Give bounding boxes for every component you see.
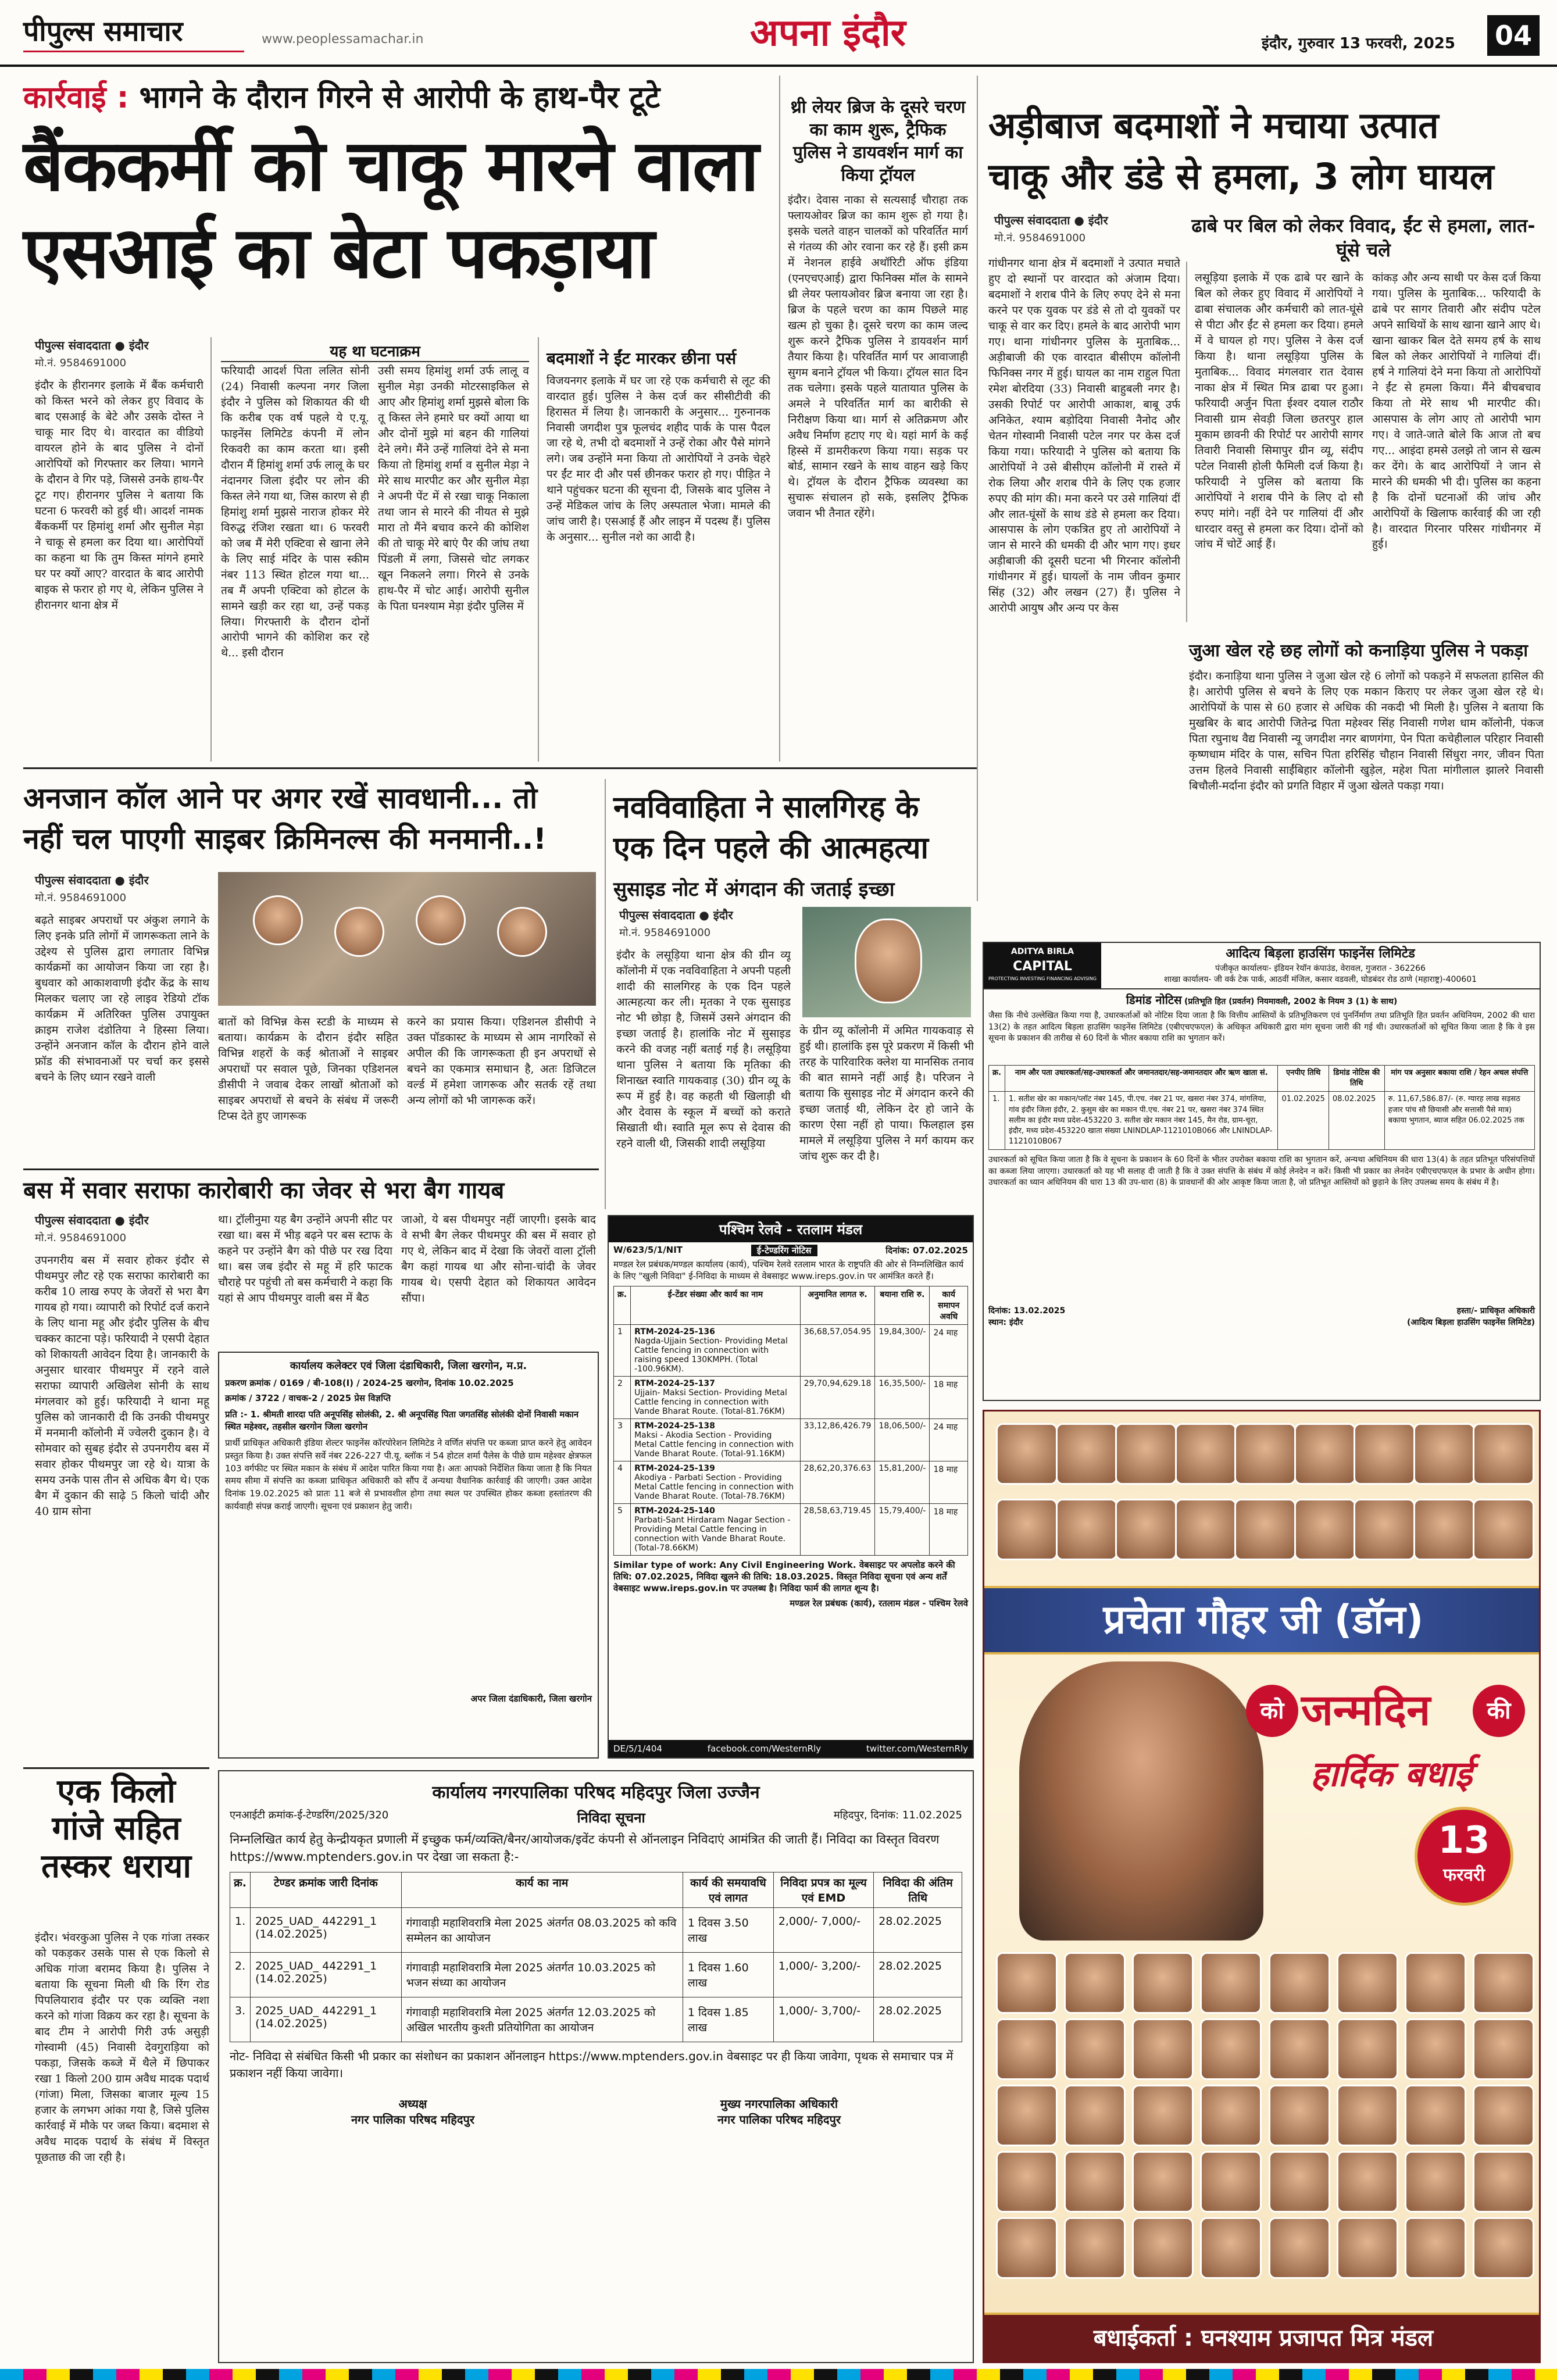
tender-header: कार्यालय नगरपालिका परिषद महिदपुर जिला उज्जैन	[432, 1782, 760, 1803]
supporter-photo	[1234, 1423, 1296, 1485]
person-photo	[253, 895, 303, 945]
supporter-photo	[1064, 2217, 1126, 2279]
table-header-cell: डिमांड नोटिस की तिथि	[1329, 1065, 1384, 1091]
supporter-photo	[1200, 2151, 1262, 2213]
cell-work	[631, 1418, 801, 1461]
subhead-text: यह था घटनाक्रम	[330, 343, 420, 360]
railway-meta	[609, 1242, 973, 1259]
person-photo	[416, 895, 466, 945]
cell-period: 18 माह	[930, 1503, 968, 1555]
supporter-photo	[1200, 2018, 1262, 2080]
ki-badge	[1473, 1685, 1525, 1737]
court-notice	[218, 1352, 599, 1759]
tender-code: RTM-2024-25-136	[634, 1327, 715, 1336]
cell-no: 1.	[230, 1907, 251, 1952]
aditya-footer	[984, 1302, 1540, 1332]
supporter-photo	[1405, 2151, 1466, 2213]
col-divider	[538, 337, 539, 762]
table-header-cell: निविदा की अंतिम तिथि	[874, 1872, 962, 1907]
cell-cost: 29,70,94,629.18	[800, 1376, 875, 1418]
supporter-photo	[1132, 2018, 1194, 2080]
work-description: Maksi - Akodia Section - Providing Metal Cattle fencing in connection with Vande Bharat Route. (Total-91.16KM)	[634, 1430, 794, 1459]
tender-sign-left	[351, 2096, 474, 2127]
ganja-headline: एक किलो गांजे सहित तस्कर धराया	[41, 1773, 191, 1885]
col-divider	[605, 779, 606, 1209]
supporter-photo	[1056, 1499, 1117, 1560]
gang-col2: लसूड़िया इलाके में एक ढाबे पर खाने के बिल को लेकर हुए विवाद में आरोपियों ने ढाबा संचालक और कर्मचारी को लात-घूंसे से पीटा और ईंट से हमला कर दिया। हमले में वे घायल हो गए। पुलिस ने केस दर्ज किया है। थाना लसूड़िया पुलिस के मुताबिक... विवाद मंगलवार रात देवास नाका क्षेत्र में स्थित मित्र ढाबा पर हुआ। फरियादी अर्जुन पिता ईश्वर दयाल राठौर निवासी ग्राम सेवड़ी जिला छतरपुर हाल मुकाम छावनी की रिपोर्ट पर आरोपी सागर तिवारी निवासी सिमापुर ग्रीन व्यू, संदीप पटेल निवासी होली फैमिली दर्ज किया है। फरियादी ने पुलिस को बताया कि आरोपियों ने शराब पीने के लिए दो सौ रुपए मांगे। नहीं देने पर गालियां दीं और धारदार वस्तु से हमला कर दिया। दोनों को जांच में चोटें आई हैं।	[1195, 271, 1363, 551]
railway-ref: W/623/5/1/NIT	[613, 1245, 683, 1255]
railway-note: Similar type of work: Any Civil Engineering Work. वेबसाइट पर अपलोड करने की तिथि: 07.02.2025, निविदा खुलने की तिथि: 18.03.2025. विस्तृत निविदा सूचना एवं अन्य शर्तें वेबसाइट www.ireps.gov.in पर उपलब्ध है। निविदा फार्म की लागत शून्य है।	[613, 1559, 955, 1593]
table-header-cell: क्र.	[614, 1286, 631, 1324]
aditya-title-block	[1101, 943, 1540, 988]
railway-title: ई-टेण्डरिंग नोटिस	[751, 1245, 817, 1256]
aditya-table	[988, 1065, 1535, 1150]
cell-work	[631, 1503, 801, 1555]
lead-col3: उसी समय हिमांशु शर्मा उर्फ लालू व सुनील मेड़ा उनकी मोटरसाइकिल से आए और हिमांशु शर्मा मुझसे बोला कि तू किस्त लेने हमारे घर क्यों आया था और दोनों मुझे मां बहन की गालियां देने लगे। मैंने उन्हें गालियां देने से मना किया तो हिमांशु शर्मा व सुनील मेड़ा ने मेरे साथ मारपीट कर और सुनील मेड़ा ने अपनी पेंट में से रखा चाकू निकाला तथा जान से मारने की नीयत से मुझे मारा तो मैंने बचाव करने की कोशिश की तो चाकू मेरे बाएं पैर की जांघ तथा पिंडली में लगा, जिससे चोट लगकर खून निकलने लगा। गिरने से उनके हाथ-पैर में चोट आई। आरोपी सुनील के पिता घनश्याम मेड़ा इंदौर पुलिस में	[378, 364, 529, 613]
ganja-body: इंदौर। भंवरकुआ पुलिस ने एक गांजा तस्कर को पकड़कर उसके पास से एक किलो से अधिक गांजा बरामद किया है। पुलिस ने बताया कि सूचना मिली थी कि रिंग रोड पिपलियाराव इंदौर पर एक व्यक्ति नशा करने को गांजा विक्रय कर रहा है। सूचना के बाद टीम ने आरोपी गिरी उर्फ असुड़ी गोस्वामी (45) निवासी देवगुराड़िया को पकड़ा, जिसके कब्जे में थैले में छिपाकर रखा 1 किलो 200 ग्राम अवैध मादक पदार्थ (गांजा) मिला, जिसका बाजार मूल्य 15 हजार के लगभग आंका गया है, जिसे पुलिस कार्रवाई में मौके पर जब्त किया। बदमाश से अवैध मादक पदार्थ के संबंध में विस्तृत पूछताछ की जा रही है।	[35, 1931, 209, 2164]
table-header-cell: मांग पत्र अनुसार बकाया राशि / रेहन अचल संपत्ति	[1384, 1065, 1534, 1091]
table-header-cell: अनुमानित लागत रु.	[800, 1286, 875, 1324]
railway-fb: facebook.com/WesternRly	[707, 1743, 822, 1754]
cell-last: 28.02.2025	[874, 1997, 962, 2042]
cyber-headline-2: नहीं चल पाएगी साइबर क्रिमिनल्स की मनमानी..!	[23, 822, 547, 856]
supporter-photo	[1413, 1423, 1475, 1485]
cell-no: 1	[614, 1324, 631, 1376]
table-row	[230, 1907, 962, 1952]
cell-period: 18 माह	[930, 1376, 968, 1418]
cyber-headline-1: अनजान कॉल आने पर अगर रखें सावधानी... तो	[23, 781, 538, 815]
side-brief-title: बदमाशों ने ईंट मारकर छीना पर्स	[547, 349, 737, 368]
cell-emd: 18,06,500/-	[875, 1418, 930, 1461]
side-brief-body: विजयनगर इलाके में घर जा रहे एक कर्मचारी से लूट की वारदात हुई। पुलिस ने केस दर्ज कर सीसीटीवी की हिरासत में लिया है। जानकारी के अनुसार... गुरुनानक निवासी जगदीश पुत्र फूलचंद शहीद पार्क के पास पैदल जा रहे थे, तभी दो बदमाशों ने उन्हें रोका और पैसे मांगने लगे। जब उन्होंने मना किया तो आरोपियों ने उनके चेहरे पर ईंट मार दी और पर्स छीनकर फरार हो गए। पीड़ित ने थाने पहुंचकर घटना की सूचना दी, जिसके बाद पुलिस ने उन्हें मेडिकल जांच के लिए अस्पताल भेजा। मामले की जांच जारी है। एसआई हैं और लाइन में पदस्थ हैं। पुलिस के अनुसार... सुनील नशे का आदी है।	[547, 374, 770, 544]
tender-ref: एनआईटी क्रमांक-ई-टेण्डरिंग/2025/320	[230, 1809, 389, 1821]
supporter-photo	[1294, 1499, 1356, 1560]
bus-col3: जाओ, ये बस पीथमपुर नहीं जाएगी। इसके बाद वे सभी बैग लेकर पीथमपुर की बस में सवार हो गए थे, लेकिन बाद में देखा कि जेवरों वाला ट्रॉली बैग कहां गायब था और सोना-चांदी के जेवर गायब थे। एसपी देहात को शिकायत आवेदन सौंपा।	[401, 1213, 596, 1305]
cell-emd: 15,79,400/-	[875, 1503, 930, 1555]
supporter-photo	[1132, 1952, 1194, 2014]
supporter-photo	[1175, 1423, 1237, 1485]
cyber-byline: पीपुल्स संवाददाता ● इंदौर	[35, 873, 149, 887]
side-brief	[547, 349, 770, 756]
paper-logo	[23, 12, 244, 52]
traffic-story	[788, 96, 968, 759]
sign-title: हस्ता/- प्राधिकृत अधिकारी	[1456, 1306, 1535, 1316]
railway-tw: twitter.com/WesternRly	[866, 1743, 968, 1754]
railway-intro: मण्डल रेल प्रबंधक/मण्डल कार्यालय (कार्य), पश्चिम रेलवे रतलाम भारत के राष्ट्रपति की ओर से निम्नलिखित कार्य के लिए "खुली निविदा" ई-निविदा के माध्यम से वेबसाइट www.ireps.gov.in पर आमंत्रित करते हैं।	[613, 1259, 964, 1282]
tender-date: महिदपुर, दिनांक: 11.02.2025	[833, 1809, 962, 1821]
person-photo	[334, 907, 384, 957]
cell-no: 2.	[230, 1952, 251, 1997]
col-divider	[779, 76, 780, 762]
cell-period: 18 माह	[930, 1461, 968, 1503]
ki-text: की	[1487, 1698, 1511, 1724]
aditya-table-wrap	[984, 1063, 1540, 1152]
cell-npa: 01.02.2025	[1278, 1092, 1329, 1150]
railway-footer	[609, 1740, 973, 1757]
supporter-photo	[1337, 2018, 1398, 2080]
court-header: कार्यालय कलेक्टर एवं जिला दंडाधिकारी, जिला खरगोन, म.प्र.	[290, 1360, 527, 1372]
table-row	[230, 1997, 962, 2042]
supporter-photo	[996, 2018, 1058, 2080]
supporter-photo	[1473, 1952, 1534, 2014]
supporter-photo	[1405, 2018, 1466, 2080]
work-description: Ujjain- Maksi Section- Providing Metal Cattle fencing in connection with Vande Bharat Route. (Total-81.76KM)	[634, 1388, 787, 1416]
table-header-cell: नाम और पता उधारकर्ता/सह-उधारकर्ता और जमानतदार/सह-जमानतदार और ऋण खाता सं.	[1005, 1065, 1278, 1091]
cyber-mobile: मो.नं. 9584691000	[35, 892, 127, 904]
col-divider	[210, 337, 212, 762]
cell-emd: 19,84,300/-	[875, 1324, 930, 1376]
sign-title: अध्यक्ष	[398, 2096, 427, 2111]
tender-code: RTM-2024-25-139	[634, 1463, 715, 1473]
table-header-cell: कार्य की समयावधि एवं लागत	[683, 1872, 773, 1907]
ko-badge	[1246, 1685, 1298, 1737]
cell-tender: 2025_UAD_ 442291_1 (14.02.2025)	[251, 1997, 401, 2042]
lead-kicker	[23, 76, 773, 122]
suicide-headline-1: नवविवाहिता ने सालगिरह के	[613, 790, 919, 825]
col-divider	[1186, 262, 1187, 622]
cell-emd: 16,35,500/-	[875, 1376, 930, 1418]
logo-line-1: ADITYA BIRLA	[1010, 947, 1074, 956]
supporter-photo	[1056, 1423, 1117, 1485]
table-row	[614, 1503, 968, 1555]
suicide-col1: इंदौर के लसूड़िया थाना क्षेत्र की ग्रीन व्यू कॉलोनी में एक नवविवाहिता ने अपनी पहली शादी की सालगिरह के एक दिन पहले आत्महत्या कर ली। मृतका ने एक सुसाइड नोट भी छोड़ा है, जिसमें उसने अंगदान की इच्छा जताई है। हालांकि नोट में सुसाइड करने की वजह नहीं बताई गई है। लसूड़िया थाना पुलिस ने बताया कि मृतिका की शिनाख्त स्वाति गायकवाड़ (30) ग्रीन व्यू के रूप में हुई है। वह कहती थी खिलाड़ी थी और देवास के स्कूल में बच्चों को कराते सिखाती थी। स्वाति मूल रूप से देवास की रहने वाली थी, जिसकी शादी लसूड़िया	[616, 949, 791, 1150]
tender-code: RTM-2024-25-137	[634, 1378, 715, 1388]
bus-col1: उपनगरीय बस में सवार होकर इंदौर से पीथमपुर लौट रहे एक सराफा कारोबारी का करीब 10 लाख रुपए के जेवरों से भरा बैग गायब हो गया। व्यापारी को रिपोर्ट दर्ज कराने के लिए थाना महू और इंदौर पुलिस के बीच चक्कर काटना पड़े। फरियादी ने एसपी देहात को शिकायती आवेदन दिया है। जानकारी के अनुसार धारवार पीथमपुर में रहने वाले सराफा व्यापारी अखिलेश सोनी के साथ मंगलवार को हुई। फरियादी ने थाना महू पुलिस को जानकारी दी कि उनकी पीथमपुर में मनमानी कॉलोनी में ज्वेलरी दुकान है। वे सोमवार को सुबह इंदौर से उपनगरीय बस में सवार होकर पीथमपुर जा रहे थे। यात्रा के समय उनके पास तीन से अधिक बैग थे। एक बैग में दुकान की साढ़े 5 किलो चांदी और 40 ग्राम सोना	[35, 1254, 209, 1518]
railway-header: पश्चिम रेलवे - रतलाम मंडल	[609, 1216, 973, 1242]
aditya-header	[984, 943, 1540, 989]
main-portrait	[1019, 1661, 1263, 1941]
date-badge	[1415, 1807, 1513, 1906]
gang-deck: ढाबे पर बिल को लेकर विवाद, ईंट से हमला, लात-घूंसे चले	[1191, 215, 1535, 261]
aditya-branch: शाखा कार्यालय- जी वर्क टेक पार्क, आठवीं मंजिल, कसार वडवली, घोडबंदर रोड ठाणे (महाराष्ट्र)-400601	[1163, 975, 1477, 985]
court-case: प्रकरण क्रमांक / 0169 / बी-108(I) / 2024-25 खरगोन, दिनांक 10.02.2025	[225, 1378, 514, 1389]
gang-mobile: मो.नं. 9584691000	[994, 232, 1086, 244]
supporter-photo	[1064, 2018, 1126, 2080]
cell-time: 1 दिवस 1.60 लाख	[683, 1952, 773, 1997]
table-row	[614, 1418, 968, 1461]
supporter-photo	[996, 1499, 1058, 1560]
aditya-date: दिनांक: 13.02.2025	[988, 1306, 1066, 1316]
birthday-footer	[984, 2313, 1541, 2361]
supporter-photo	[1200, 1952, 1262, 2014]
supporter-photo	[1473, 2217, 1534, 2279]
masthead	[0, 0, 1557, 67]
court-body: प्रार्थी प्राधिकृत अधिकारी इंडिया शेल्टर फाइनेंस कॉरपोरेशन लिमिटेड ने वर्णित संपत्ति पर कब्जा प्राप्त करने हेतु आवेदन प्रस्तुत किया है। उक्त संपत्ति सर्वे नंबर 226-227 पी.यू. ब्लॉक नं 54 होटल शर्मा पैलेस के पीछे ग्राम महेश्वर क्षेत्रफल 103 वर्गफीट पर स्थित मकान के संबंध में आदेश पारित किया गया है। अतः आपको निर्देशित किया जाता है कि नियत समय सीमा में संपत्ति का कब्जा प्राधिकृत अधिकारी को सौंप दें अन्यथा वैधानिक कार्रवाई की जाएगी। उक्त आदेश दिनांक 19.02.2025 को प्रातः 11 बजे से प्रभावशील होगा तथा स्थल पर उपस्थित होकर कब्जा हस्तांतरण की कार्यवाही संपन्न कराई जाएगी। सूचना एवं प्रकाशन हेतु जारी।	[225, 1438, 592, 1511]
demand-notice-sub: (प्रतिभूति हित (प्रवर्तन) नियमावली, 2002 के नियम 3 (1) के साथ)	[1184, 996, 1398, 1006]
suicide-deck: सुसाइड नोट में अंगदान की जताई इच्छा	[613, 878, 895, 901]
cell-tender: 2025_UAD_ 442291_1 (14.02.2025)	[251, 1952, 401, 1997]
supporter-photo	[1473, 2151, 1534, 2213]
aditya-table-header	[989, 1065, 1535, 1091]
supporter-photo	[1337, 1952, 1398, 2014]
cell-period: 24 माह	[930, 1324, 968, 1376]
cyber-col3: करने का प्रयास किया। एडिशनल डीसीपी ने उक्त पॉडकास्ट के माध्यम से आम नागरिकों से अपील की कि जागरूकता ही इन अपराधों से बचने का एकमात्र समाधान है, अतः डिजिटल वर्ल्ड में हमेशा जागरूक और सतर्क रहें तथा अन्य लोगों को भी जागरूक करें।	[407, 1016, 596, 1107]
supporter-photo	[1354, 1499, 1415, 1560]
table-row	[614, 1324, 968, 1376]
colour-registration-strip	[0, 2369, 1557, 2380]
person-photo	[497, 907, 547, 957]
supporter-photo	[1269, 2151, 1330, 2213]
table-header-cell: निविदा प्रपत्र का मूल्य एवं EMD	[773, 1872, 873, 1907]
suicide-mobile: मो.नं. 9584691000	[619, 927, 711, 939]
table-row	[614, 1376, 968, 1418]
janm-label: जन्मदिन	[1301, 1685, 1431, 1735]
table-header-cell: क्र.	[989, 1065, 1005, 1091]
suicide-photo	[802, 907, 971, 1017]
supporter-photo	[996, 2151, 1058, 2213]
table-header-cell: बयाना राशि रु.	[875, 1286, 930, 1324]
supporter-photos-top-2	[996, 1499, 1531, 1568]
cell-no: 3.	[230, 1997, 251, 2042]
birthday-name-banner	[984, 1586, 1541, 1654]
court-sign: अपर जिला दंडाधिकारी, जिला खरगोन	[470, 1693, 592, 1704]
cell-emd: 1,000/- 3,200/-	[773, 1952, 873, 1997]
supporter-photo	[1115, 1499, 1177, 1560]
section-divider	[23, 1767, 209, 1769]
supporter-photo	[1473, 1423, 1534, 1485]
supporter-photo	[1115, 1423, 1177, 1485]
supporter-photo	[996, 2217, 1058, 2279]
aditya-notice-title	[984, 989, 1540, 1010]
supporter-photo	[1269, 2217, 1330, 2279]
railway-notice	[608, 1215, 974, 1759]
tender-notice	[218, 1770, 974, 2363]
supporter-photo	[1064, 1952, 1126, 2014]
demand-notice: डिमांड नोटिस	[1126, 992, 1182, 1007]
supporter-photo	[1132, 2151, 1194, 2213]
aditya-date-place	[988, 1306, 1065, 1328]
ko-text: को	[1260, 1698, 1284, 1724]
cell-work: गंगावाड़ी महाशिवरात्रि मेला 2025 अंतर्गत 12.03.2025 को अखिल भारतीय कुश्ती प्रतियोगिता का आयोजन	[401, 1997, 683, 2042]
gambling-title: जुआ खेल रहे छह लोगों को कनाड़िया पुलिस ने पकड़ा	[1189, 641, 1528, 661]
bus-col2: था। ट्रॉलीनुमा यह बैग उन्होंने अपनी सीट पर रखा था। बस में भीड़ बढ़ने पर बस स्टाफ के कहने पर उन्होंने बैग को पीछे पर रख दिया था। बस जब इंदौर से महू में हरि फाटक चौराहे पर पहुंची तो बस कर्मचारी ने कहा कि यहां से आप पीथमपुर वाली बस में बैठ	[218, 1213, 392, 1305]
wishes-text: हार्दिक बधाई	[1310, 1754, 1472, 1795]
aditya-place: स्थान: इंदौर	[988, 1317, 1023, 1327]
cyber-photo	[218, 872, 596, 1006]
supporter-photo	[1473, 1499, 1534, 1560]
suicide-headline-2: एक दिन पहले की आत्महत्या	[613, 831, 929, 866]
cell-work: गंगावाड़ी महाशिवरात्रि मेला 2025 अंतर्गत 08.03.2025 को कवि सम्मेलन का आयोजन	[401, 1907, 683, 1952]
supporter-photo	[1337, 2217, 1398, 2279]
traffic-title: थ्री लेयर ब्रिज के दूसरे चरण का काम शुरू, ट्रैफिक पुलिस ने डायवर्शन मार्ग का किया ट्रॉयल	[790, 97, 966, 185]
aditya-body: जैसा कि नीचे उल्लेखित किया गया है, उधारकर्ताओं को नोटिस दिया जाता है कि वित्तीय आस्तियों के प्रतिभूतिकरण एवं पुनर्निर्माण तथा प्रतिभूति हित प्रवर्तन अधिनियम, 2002 की धारा 13(2) के तहत आदित्य बिड़ला हाउसिंग फाइनेंस लिमिटेड (एबीएचएफएल) के अधिकृत अधिकारी द्वारा मांग सूचना जारी की गई थी। उधारकर्ताओं को सूचित किया जाता है कि वे इस सूचना के प्रकाशन की तारीख से 60 दिनों के भीतर बकाया राशि का भुगतान करें।	[988, 1010, 1535, 1044]
gang-headline-2: चाकू और डंडे से हमला, 3 लोग घायल	[988, 155, 1494, 198]
lead-col2: फरियादी आदर्श पिता ललित सोनी (24) निवासी कल्पना नगर जिला इंदौर ने पुलिस को शिकायत की थी कि करीब एक वर्ष पहले ये ए.यू. फाइनेंस लिमिटेड कंपनी में लोन रिकवरी का काम करता था। इसी दौरान मैं हिमांशु शर्मा उर्फ लालू के घर नंदानगर जिला इंदौर पर लोन की किस्त लेने गया था, जिस कारण से ही हिमांशु शर्मा मुझसे नाराज होकर मेरे विरुद्ध रंजिश रखता था। 6 फरवरी को जब मैं मेरी एक्टिवा से खाना लेने के लिए साई मंदिर के पास स्कीम नंबर 113 स्थित होटल गया था... तब मैं अपनी एक्टिवा को होटल के सामने खड़ी कर रहा था, उन्हें पकड़ लिया। गिरफ्तारी के दौरान दोनों आरोपी भागने की कोशिश कर रहे थे... इसी दौरान	[221, 364, 369, 660]
traffic-body: इंदौर। देवास नाका से सत्यसाईं चौराहा तक फ्लायओवर ब्रिज का काम शुरू हो गया है। इसके चलते वाहन चालकों को परिवर्तित मार्ग से गंतव्य की ओर रवाना कर रहे हैं। इसी क्रम में नेशनल हाईवे अथॉरिटी ऑफ इंडिया (एनएचएआई) द्वारा फिनिक्स मॉल के सामने थ्री लेयर फ्लायओवर ब्रिज बनाया जा रहा है। ब्रिज के पहले चरण का काम पिछले माह खत्म हो चुका है। दूसरे चरण का काम जल्द शुरू करने ट्रैफिक पुलिस ने डायवर्शन मार्ग तैयार किया है। परिवर्तित मार्ग पर आवाजाही सुगम बनाने ट्रॉयल भी किया। ट्रॉयल सात दिन तक चलेगा। इसके पहले यातायात पुलिस के अमले ने परिवर्तित मार्ग का बारीकी से निरीक्षण किया था। मार्ग से अतिक्रमण और अवैध निर्माण हटाए गए थे। यहां मार्ग के कई हिस्से में डामरीकरण किया गया। सड़क पर बोर्ड, सामान रखने के साथ वाहन खड़े किए थे। ट्रॉयल के दौरान ट्रैफिक व्यवस्था का सुचारू संचालन हो सके, इसलिए ट्रैफिक जवान भी तैनात रहेंगे।	[788, 194, 968, 520]
supporter-photo	[1064, 2151, 1126, 2213]
table-header-cell: एनपीए तिथि	[1278, 1065, 1329, 1091]
cell-tender: 2025_UAD_ 442291_1 (14.02.2025)	[251, 1907, 401, 1952]
cell-work	[631, 1376, 801, 1418]
cell-emd: 2,000/- 7,000/-	[773, 1907, 873, 1952]
table-header-cell: ई-टेंडर संख्या और कार्य का नाम	[631, 1286, 801, 1324]
railway-table-wrap	[609, 1286, 973, 1556]
cell-date: 08.02.2025	[1329, 1092, 1384, 1150]
section-divider	[23, 1168, 599, 1170]
aditya-logo	[984, 943, 1101, 988]
cell-cost: 28,62,20,376.63	[800, 1461, 875, 1503]
railway-sign: मण्डल रेल प्रबंधक (कार्य), रतलाम मंडल - पश्चिम रेलवे	[790, 1598, 968, 1609]
tender-intro: निम्नलिखित कार्य हेतु केन्द्रीयकृत प्रणाली में इच्छुक फर्म/व्यक्ति/बैनर/आयोजक/इवेंट कंपनी से ऑनलाइन निविदाएं आमंत्रित की जाती हैं। निविदा का विस्तृत विवरण https://www.mptenders.gov.in पर देखा जा सकता है:-	[230, 1832, 940, 1864]
lead-byline: पीपुल्स संवाददाता ● इंदौर	[35, 338, 149, 352]
cell-time: 1 दिवस 3.50 लाख	[683, 1907, 773, 1952]
sign-company: (आदित्य बिड़ला हाउसिंग फाइनेंस लिमिटेड)	[1407, 1317, 1535, 1327]
cell-no: 4	[614, 1461, 631, 1503]
tender-code: RTM-2024-25-140	[634, 1506, 715, 1516]
cell-no: 5	[614, 1503, 631, 1555]
supporter-photo	[1405, 2085, 1466, 2146]
tender-signatures	[230, 2096, 962, 2127]
supporter-photo	[1413, 1499, 1475, 1560]
cell-emd: 15,81,200/-	[875, 1461, 930, 1503]
railway-date: दिनांक: 07.02.2025	[885, 1245, 968, 1256]
supporter-photo	[1175, 1499, 1237, 1560]
col-divider	[977, 76, 978, 901]
cell-cost: 33,12,86,426.79	[800, 1418, 875, 1461]
aditya-body2: उधारकर्ता को सूचित किया जाता है कि वे सूचना के प्रकाशन के 60 दिनों के भीतर उपरोक्त बकाया राशि का भुगतान करें, अन्यथा अधिनियम की धारा 13(4) के तहत प्रतिभूत परिसंपत्तियों का कब्जा लिया जाएगा। उधारकर्ता को यह भी सलाह दी जाती है कि वे उक्त संपत्ति के संबंध में कोई लेनदेन न करें। किसी भी प्रकार का लेनदेन एबीएचएफएल के प्रभार के अधीन होगा। उधारकर्ता का ध्यान अधिनियम की धारा 13 की उप-धारा (8) के प्रावधानों की ओर आकृष्ट किया जाता है, जो प्रतिभूत आस्तियों को छुड़ाने के लिए उपलब्ध समय के संबंध में है।	[988, 1155, 1535, 1188]
section-divider	[23, 767, 977, 769]
aditya-address: पंजीकृत कार्यालयः- इंडियन रेयॉन कंपाउंड, वेरावल, गुजरात - 362266	[1215, 963, 1426, 973]
cell-last: 28.02.2025	[874, 1952, 962, 1997]
cyber-col1: बढ़ते साइबर अपराधों पर अंकुश लगाने के लिए इनके प्रति लोगों में जागरूकता लाने के उद्देश्य से पुलिस द्वारा लगातार विभिन्न कार्यक्रमों का आयोजन किया जा रहा है। बुधवार को आकाशवाणी इंदौर केंद्र के साथ मिलकर चलाए जा रहे लाइव रेडियो टॉक कार्यक्रम में अतिरिक्त पुलिस उपायुक्त क्राइम राजेश दंडोतिया ने हिस्सा लिया। उन्होंने अनजान कॉल के दौरान होने वाले फ्रॉड की संभावनाओं पर चर्चा कर इससे बचने के लिए ध्यान रखने वाली	[35, 914, 209, 1084]
sign-title: मुख्य नगरपालिका अधिकारी	[720, 2096, 838, 2111]
cell-name: 1. सतीश खेर का मकान/प्लॉट नंबर 145, पी.एच. नंबर 21 पर, खसरा नंबर 374, मांगलिया, गांव इंदौर जिला इंदौर, 2. कुसुम खेर का मकान पी.एच. नंबर 21 पर, खसरा नंबर 374 स्थित सलीम का इंदौर मध्य प्रदेश-453220 3. सतीश खेर मकान नंबर 145, मैन रोड, ग्राम-चूरा, इंदौर, मध्य प्रदेश-453220 खाता संख्या LNINDLAP-1121010B066 और LNINDLAP-1121010B067	[1005, 1092, 1278, 1150]
cell-work: गंगावाड़ी महाशिवरात्रि मेला 2025 अंतर्गत 10.03.2025 को भजन संध्या का आयोजन	[401, 1952, 683, 1997]
lead-mobile: मो.नं. 9584691000	[35, 357, 127, 369]
cell-last: 28.02.2025	[874, 1907, 962, 1952]
supporter-photo	[1405, 1952, 1466, 2014]
cell-cost: 28,58,63,719.45	[800, 1503, 875, 1555]
supporter-photo	[1064, 2085, 1126, 2146]
supporter-photo	[1200, 2085, 1262, 2146]
supporter-photo	[996, 2085, 1058, 2146]
section-title: अपना इंदौर	[750, 12, 906, 55]
supporter-photo	[1269, 1952, 1330, 2014]
table-header-cell: क्र.	[230, 1872, 251, 1907]
supporter-photo	[1354, 1423, 1415, 1485]
court-title: प्रति :- 1. श्रीमती शारदा पति अनूपसिंह सोलंकी, 2. श्री अनूपसिंह पिता जगतसिंह सोलंकी दोनों निवासी मकान स्थित महेश्वर, तहसील खरगोन जिला खरगोन	[225, 1409, 579, 1432]
page-number: 04	[1487, 15, 1540, 56]
supporter-photo	[1337, 2085, 1398, 2146]
suicide-col2: के ग्रीन व्यू कॉलोनी में अमित गायकवाड़ से हुई थी। हालांकि इस पूरे प्रकरण में किसी भी तरह के पारिवारिक क्लेश या मानसिक तनाव की बात सामने नहीं आई है। परिजन ने बताया कि सुसाइड नोट में अंगदान करने की इच्छा जताई थी, लेकिन देर हो जाने के कारण ऐसा नहीं हो पाया। फिलहाल इस मामले में लसूड़िया पुलिस ने मर्ग कायम कर जांच शुरू कर दी है।	[799, 1024, 974, 1163]
kicker-label: कार्रवाई :	[23, 80, 129, 115]
supporter-photo	[1132, 2085, 1194, 2146]
railway-table-header	[614, 1286, 968, 1324]
cell-no: 2	[614, 1376, 631, 1418]
supporter-photo	[996, 1952, 1058, 2014]
supporter-photo	[1294, 1423, 1356, 1485]
table-row	[989, 1092, 1535, 1150]
birthday-ad	[983, 1410, 1541, 2363]
tender-meta	[230, 1808, 962, 1827]
cell-work	[631, 1461, 801, 1503]
supporter-photo	[1405, 2217, 1466, 2279]
court-line2: क्रमांक / 3722 / वाचक-2 / 2025 प्रेस विज्ञप्ति	[225, 1392, 391, 1403]
date-month: फरवरी	[1442, 1865, 1485, 1885]
supporter-photo	[996, 1423, 1058, 1485]
gang-body: गांधीनगर थाना क्षेत्र में बदमाशों ने उत्पात मचाते हुए दो स्थानों पर वारदात को अंजाम दिया। बदमाशों ने शराब पीने के लिए रुपए देने से मना करने पर एक युवक पर डंडे से तो दो युवकों पर चाकू से वार कर दिए। हमले के बाद आरोपी भाग गए। थाना गांधीनगर पुलिस के मुताबिक... अड़ीबाजी की एक वारदात बीसीएम कॉलोनी फिनिक्स नगर में हुई। घायल का नाम राहुल पिता रमेश बोरदिया (33) निवासी बाहुबली नगर है। उसकी रिपोर्ट पर आरोपी आकाश, बाबू उर्फ अनिकेत, श्याम बड़ोदिया निवासी नैनोद और चेतन गोस्वामी निवासी पटेल नगर पर केस दर्ज किया गया। फरियादी ने पुलिस को बताया कि आरोपियों ने उसे बीसीएम कॉलोनी में रास्ते में रोक लिया और शराब पीने के लिए एक हजार रुपए की मांग की। मना करने पर उसे गालियां दीं और लात-घूंसों के साथ डंडे से हमला कर दिया। आसपास के लोग एकत्रित हुए तो आरोपियों ने जान से मारने की धमकी दी और भाग गए। इधर अड़ीबाजी की दूसरी घटना भी गिरनार कॉलोनी गांधीनगर में हुई। घायलों के नाम जीवन कुमार सिंह (32) और लखन (27) हैं। पुलिस ने आरोपी आयुष और अन्य पर केस	[988, 257, 1180, 615]
supporter-photo	[1234, 1499, 1296, 1560]
cell-no: 3	[614, 1418, 631, 1461]
logo-text: पीपुल्स समाचार	[23, 15, 183, 48]
railway-table	[613, 1286, 968, 1556]
gang-headline-1: अड़ीबाज बदमाशों ने मचाया उत्पात	[988, 104, 1439, 146]
supporter-photos-grid	[996, 1952, 1531, 2301]
table-header-cell: कार्य का नाम	[401, 1872, 683, 1907]
aditya-sign	[1407, 1306, 1535, 1328]
cell-period: 24 माह	[930, 1418, 968, 1461]
logo-tagline: PROTECTING INVESTING FINANCING ADVISING	[988, 976, 1097, 982]
gambling-body: इंदौर। कनाड़िया थाना पुलिस ने जुआ खेल रहे 6 लोगों को पकड़ने में सफलता हासिल की है। आरोपी पुलिस से बचने के लिए एक मकान किराए पर लेकर जुआ खेल रहे थे। आरोपियों के पास से 60 हजार से अधिक की नकदी भी मिली है। पुलिस ने बताया कि मुखबिर के बाद आरोपी जितेन्द्र पिता महेश्वर सिंह निवासी गणेश धाम कॉलोनी, पंकज पिता रघुनाथ वैद्य निवासी न्यू जगदीश नगर बाणगंगा, पेन पिता कचेहीलाल परिहार निवासी कृष्णधाम मंदिर के पास, सचिन पिता हरिसिंह चौहान निवासी सिंधुरा नगर, जीवन पिता उत्तम हिलवे निवासी साईंबिहार कॉलोनी खुड़ेल, महेश पिता मांगीलाल झालरे निवासी बिचौली-मर्दाना इंदौर को प्रगति विहार में जुआ खेलते पकड़ा गया।	[1189, 670, 1544, 792]
cell-time: 1 दिवस 1.85 लाख	[683, 1997, 773, 2042]
tender-mid: निविदा सूचना	[577, 1810, 645, 1826]
supporter-photo	[1269, 2085, 1330, 2146]
table-header-cell: टेण्डर क्रमांक जारी दिनांक	[251, 1872, 401, 1907]
tender-table	[230, 1872, 962, 2042]
janmdin-text	[1301, 1679, 1476, 1738]
supporter-photo	[1473, 2018, 1534, 2080]
table-row	[614, 1461, 968, 1503]
aditya-notice	[983, 942, 1541, 1401]
supporter-photo	[1200, 2217, 1262, 2279]
lead-subhead	[221, 340, 529, 362]
lead-body: इंदौर के हीरानगर इलाके में बैंक कर्मचारी को किस्त भरने को लेकर हुए विवाद के बाद एसआई के बेटे और उसके दोस्त ने चाकू मार दिए थे। वारदात का वीडियो वायरल होने के बाद पुलिस ने दोनों आरोपियों को गिरफ्तार कर लिया। भागने के दौरान वे गिर पड़े, जिससे उनके हाथ-पैर टूट गए। हीरानगर पुलिस ने बताया कि घटना 6 फरवरी को हुई थी। आदर्श नामक बैंककर्मी पर हिमांशु शर्मा और सुनील मेड़ा ने चाकू से हमला कर दिया था। आरोपियों का कहना था कि तुम किस्त मांगने हमारे घर पर क्यों आए? वारदात के बाद आरोपी बाइक से फरार हो गए थे, लेकिन पुलिस ने हीरानगर थाना क्षेत्र में	[35, 379, 203, 612]
gang-col3: कांकड़ और अन्य साथी पर केस दर्ज किया गया। पुलिस के मुताबिक... फरियादी के ढाबे पर सागर तिवारी और संदीप पटेल अपने साथियों के साथ खाना खाने आए थे। खाना खाकर बिल देते समय हर्ष के साथ बिल को लेकर आरोपियों ने गालियां दीं। हर्ष ने गालियां देने मना किया तो आरोपियों ने ईंट से हमला किया। मैंने बीचबचाव किया तो मेरे साथ भी मारपीट की। आसपास के लोग आए तो आरोपी भाग गए। वे जाते-जाते बोले कि आज तो बच गए... आइंदा हमसे उलझे तो जान से खत्म कर देंगे। के बाद आरोपियों ने जान से मारने की धमकी भी दी। पुलिस का कहना है कि दोनों घटनाओं की जांच और आरोपियों के खिलाफ कार्रवाई की जा रही है। वारदात गिरनार परिसर गांधीनगर में हुई।	[1372, 271, 1541, 551]
bus-headline: बस में सवार सराफा कारोबारी का जेवर से भरा बैग गायब	[23, 1177, 505, 1204]
lead-headline-2: एसआई का बेटा पकड़ाया	[23, 212, 654, 294]
gang-byline: पीपुल्स संवाददाता ● इंदौर	[994, 213, 1108, 227]
supporter-photo	[1269, 2018, 1330, 2080]
table-header-cell: कार्य समापन अवधि	[930, 1286, 968, 1324]
victim-photo	[855, 919, 922, 1003]
tender-code: RTM-2024-25-138	[634, 1421, 715, 1431]
tender-table-header	[230, 1872, 962, 1907]
supporter-photo	[1473, 2085, 1534, 2146]
supporter-photo	[1132, 2217, 1194, 2279]
kicker-text: भागने के दौरान गिरने से आरोपी के हाथ-पैर टूटे	[139, 80, 660, 115]
sign-office: नगर पालिका परिषद महिदपुर	[717, 2112, 841, 2127]
cell-work	[631, 1324, 801, 1376]
work-description: Nagda-Ujjain Section- Providing Metal Cattle fencing in connection with raising speed 130KMPH. (Total -100.96KM).	[634, 1336, 788, 1374]
railway-footer-code: DE/5/1/404	[613, 1743, 662, 1754]
work-description: Akodiya - Parbati Section - Providing Metal Cattle fencing in connection with Vande Bharat Route. (Total-78.76KM)	[634, 1473, 794, 1501]
work-description: Parbati-Sant Hirdaram Nagar Section - Providing Metal Cattle fencing in connection with Vande Bharat Route. (Total-78.66KM)	[634, 1515, 791, 1553]
tender-note: नोट- निविदा से संबंधित किसी भी प्रकार का संशोधन का प्रकाशन ऑनलाइन https://www.mptenders.gov.in वेबसाइट पर ही किया जावेगा, पृथक से समाचार पत्र में प्रकाशन नहीं किया जावेगा।	[230, 2049, 954, 2080]
sign-office: नगर पालिका परिषद महिदपुर	[351, 2112, 475, 2127]
cyber-col2: बातों को विभिन्न केस स्टडी के माध्यम से बताया। कार्यक्रम के दौरान इंदौर सहित विभिन्न शहरों के कई श्रोताओं ने साइबर अपराधों पर सवाल पूछे, जिनका एडिशनल डीसीपी ने जवाब देकर लाखों श्रोताओं को साइबर अपराधों से बचने के संबंध में जरूरी टिप्स देते हुए जागरूक	[218, 1016, 398, 1123]
cell-amount: रु. 11,67,586.87/- (रु. ग्यारह लाख सड़सठ हजार पांच सौ छियासी और सत्तासी पैसे मात्र) बकाया भुगतान, ब्याज सहित 06.02.2025 तक	[1384, 1092, 1534, 1150]
date-day: 13	[1438, 1819, 1490, 1862]
supporter-photos-top	[996, 1423, 1531, 1493]
bus-byline: पीपुल्स संवाददाता ● इंदौर	[35, 1213, 149, 1227]
birthday-name: प्रचेता गौहर जी (डॉन)	[1103, 1597, 1424, 1643]
aditya-title: आदित्य बिड़ला हाउसिंग फाइनेंस लिमिटेड	[1226, 946, 1415, 961]
wishers-text: बधाईकर्ता : घनश्याम प्रजापत मित्र मंडल	[1093, 2325, 1434, 2352]
bus-mobile: मो.नं. 9584691000	[35, 1232, 127, 1244]
table-row	[230, 1952, 962, 1997]
dateline: इंदौर, गुरुवार 13 फरवरी, 2025	[1262, 35, 1455, 52]
lead-headline-1: बैंककर्मी को चाकू मारने वाला	[23, 124, 758, 207]
supporter-photo	[1337, 2151, 1398, 2213]
cell-no: 1.	[989, 1092, 1005, 1150]
logo-line-2: CAPITAL	[1013, 959, 1072, 974]
tender-sign-right	[717, 2096, 841, 2127]
suicide-byline: पीपुल्स संवाददाता ● इंदौर	[619, 908, 733, 922]
website-url: www.peoplessamachar.in	[262, 32, 424, 47]
cell-emd: 1,000/- 3,700/-	[773, 1997, 873, 2042]
cell-cost: 36,68,57,054.95	[800, 1324, 875, 1376]
